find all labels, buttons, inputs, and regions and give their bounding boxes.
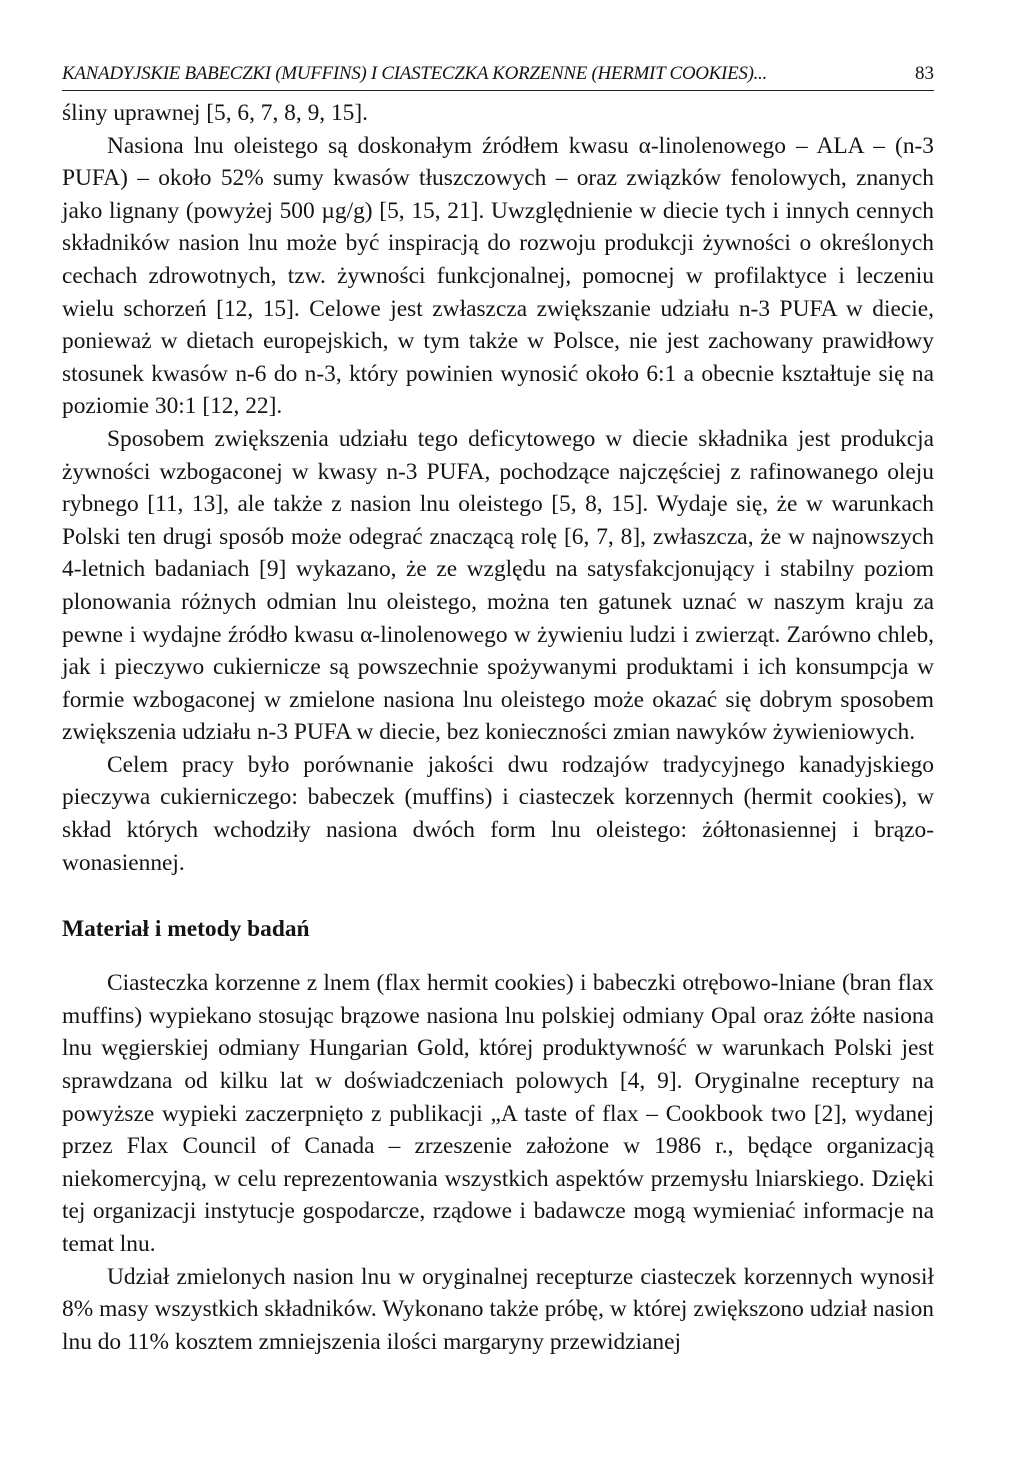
- paragraph: śliny uprawnej [5, 6, 7, 8, 9, 15].: [62, 100, 368, 126]
- paragraph: Nasiona lnu oleistego są doskonałym źródłem kwasu α-linolenowego – ALA – (n-3 PUFA) – około 52% sumy kwasów tłuszczowych – oraz związków fenolowych, znanych jako lignany (powyżej 500 µg/g) [5, 15, 21]. Uwzględnienie w diecie tych i innych cennych składników nasion lnu może być inspiracją do rozwoju produkcji żywności o określonych cechach zdrowotnych, tzw. żywności funkcjonalnej, pomocnej w profilaktyce i leczeniu wielu schorzeń [12, 15]. Celowe jest zwłaszcza zwiększanie udziału n-3 PUFA w diecie, ponieważ w dietach europejskich, w tym także w Polsce, nie jest zachowany prawidłowy stosunek kwasów n-6 do n-3, który powinien wynosić około 6:1 a obecnie kształtuje się na poziomie 30:1 [12, 22].: [62, 132, 934, 420]
- document-page: [62, 62, 934, 1358]
- paragraph: Sposobem zwiększenia udziału tego deficytowego w diecie składnika jest produkcja żywności wzbogaconej w kwasy n-3 PUFA, pochodzące najczęściej z rafinowanego oleju rybnego [11, 13], ale także z nasion lnu oleistego [5, 8, 15]. Wydaje się, że w warunkach Polski ten drugi sposób może odegrać znaczącą rolę [6, 7, 8], zwłaszcza, że w najnowszych 4-letnich badaniach [9] wykazano, że ze względu na satysfakcjonujący i stabilny poziom plonowania różnych odmian lnu oleistego, można ten gatunek uznać w naszym kraju za pewne i wydajne źródło kwasu α-linolenowego w żywieniu ludzi i zwierząt. Zarówno chleb, jak i pieczywo cukiernicze są powszechnie spożywanymi produktami i ich konsumpcja w formie wzbogaconej w zmielone nasiona lnu oleistego może okazać się dobrym sposobem zwiększenia udziału n-3 PUFA w diecie, bez konieczności zmian nawyków żywieniowych.: [62, 425, 934, 746]
- running-header: [62, 62, 934, 91]
- body-text: [62, 97, 934, 1358]
- page-number: 83: [915, 63, 934, 84]
- paragraph: Celem pracy było porównanie jakości dwu rodzajów tradycyjnego kanadyjskiego pieczywa cukierniczego: babeczek (muffins) i ciasteczek korzennych (hermit cookies), w skład których wchodziły nasiona dwóch form lnu oleistego: żółtonasiennej i brązowonasiennej.: [62, 751, 934, 876]
- paragraph: Udział zmielonych nasion lnu w oryginalnej recepturze ciasteczek korzennych wynosił 8% masy wszystkich składników. Wykonano także próbę, w której zwiększono udział nasion lnu do 11% kosztem zmniejszenia ilości margaryny przewidzianej: [62, 1263, 934, 1355]
- running-header-title: KANADYJSKIE BABECZKI (MUFFINS) I CIASTECZKA KORZENNE (HERMIT COOKIES)...: [62, 63, 767, 84]
- section-heading: Materiał i metody badań: [62, 916, 310, 943]
- paragraph: Ciasteczka korzenne z lnem (flax hermit cookies) i babeczki otrębowo-lniane (bran flax muffins) wypiekano stosując brązowe nasiona lnu polskiej odmiany Opal oraz żółte nasiona lnu węgierskiej odmiany Hungarian Gold, której produktywność w warunkach Polski jest sprawdzana od kilku lat w doświadczeniach polowych [4, 9]. Oryginalne receptury na powyższe wypieki zaczerpnięto z publikacji „A taste of flax – Cookbook two [2], wydanej przez Flax Council of Canada – zrzeszenie założone w 1986 r., będące organizacją niekomercyjną, w celu reprezentowania wszystkich aspektów przemysłu lniarskiego. Dzięki tej organizacji instytucje gospodarcze, rządowe i badawcze mogą wymieniać informacje na temat lnu.: [62, 970, 934, 1257]
